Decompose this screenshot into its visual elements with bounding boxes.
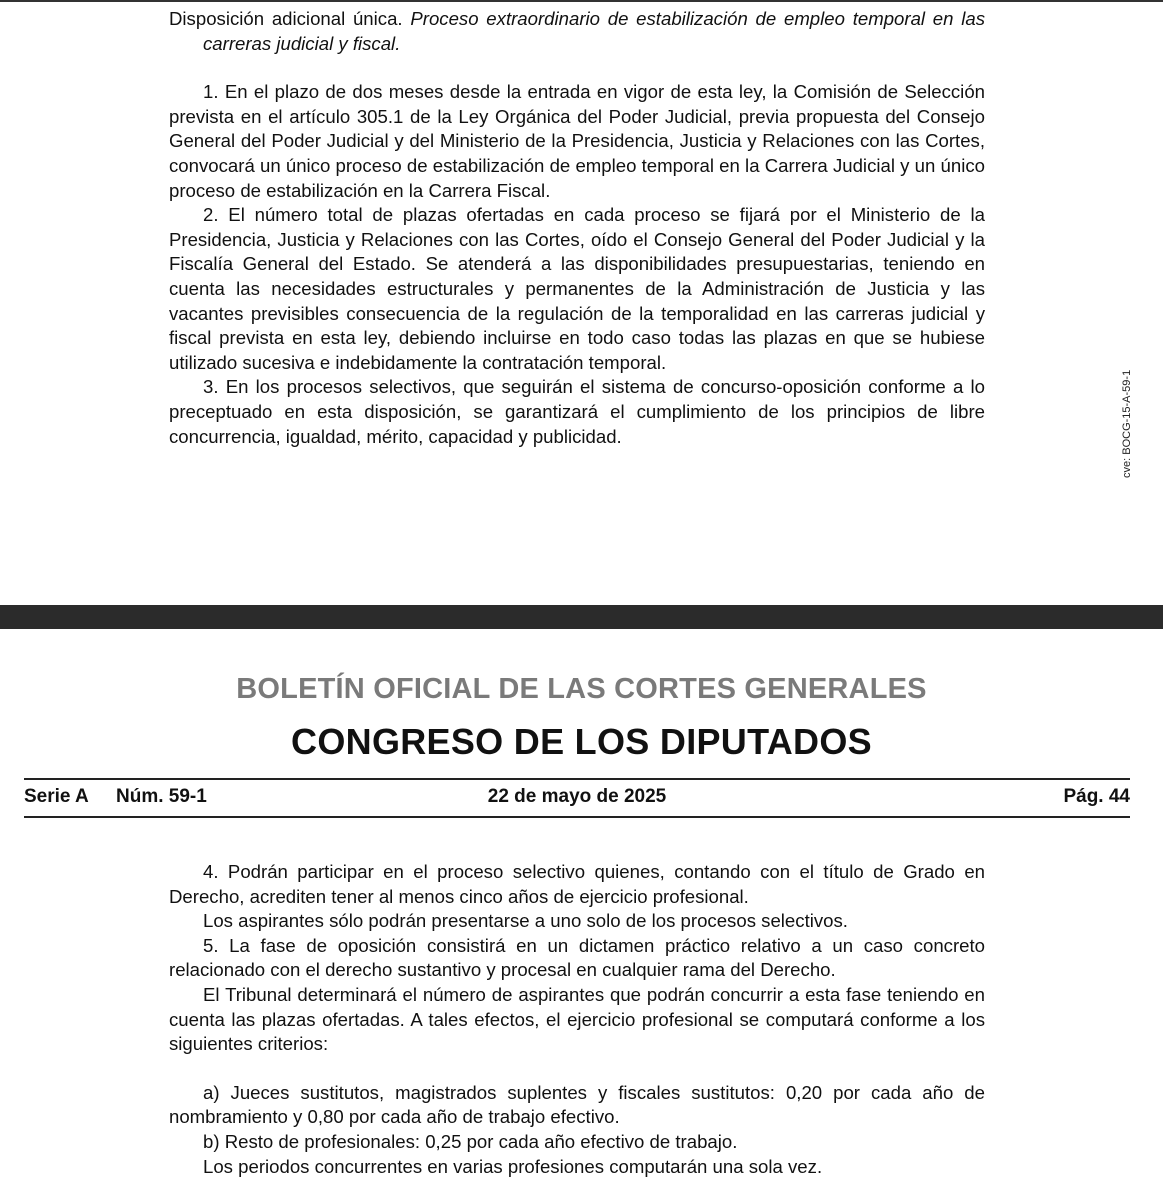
issue-number: Núm. 59-1 [116, 786, 207, 807]
current-page [0, 629, 1163, 1200]
concurrent-periods-note: Los periodos concurrentes en varias profesiones computarán una sola vez. [203, 1155, 823, 1177]
page-header-bar [24, 778, 1130, 818]
paragraph-4: 4. Podrán participar en el proceso selectivo quienes, contando con el título de Grado en Derecho, acrediten tener al menos cinco años de ejercicio profesional. [169, 861, 985, 907]
chamber-title: CONGRESO DE LOS DIPUTADOS [291, 721, 872, 762]
paragraph-1: 1. En el plazo de dos meses desde la entrada en vigor de esta ley, la Comisión de Selección prevista en el artículo 305.1 de la Ley Orgánica del Poder Judicial, previa propuesta del Consejo General del Poder Judicial y del Ministerio de la Presidencia, Justicia y Relaciones con las Cortes, convocará un único proceso de estabilización de empleo temporal en la Carrera Judicial y un único proceso de estabilización en la Carrera Fiscal. [169, 81, 985, 201]
heading-prefix: Disposición adicional única. [169, 8, 403, 29]
criterion-a: a) Jueces sustitutos, magistrados suplentes y fiscales sustitutos: 0,20 por cada año de nombramiento y 0,80 por cada año de trabajo efectivo. [169, 1081, 985, 1128]
publication-date: 22 de mayo de 2025 [487, 786, 667, 807]
criterion-b: b) Resto de profesionales: 0,25 por cada año efectivo de trabajo. [203, 1130, 738, 1152]
previous-page-text [169, 7, 985, 449]
paragraph-5: 5. La fase de oposición consistirá en un dictamen práctico relativo a un caso concreto relacionado con el derecho sustantivo y procesal en cualquier rama del Derecho. [169, 934, 985, 981]
heading-title: Proceso extraordinario de estabilización de empleo temporal en las carreras judicial y fiscal. [203, 8, 985, 54]
paragraph-3: 3. En los procesos selectivos, que seguirán el sistema de concurso-oposición conforme a lo preceptuado en esta disposición, se garantizará el cumplimiento de los principios de libre concurrencia, igualdad, mérito, capacidad y publicidad. [169, 376, 985, 447]
series-label: Serie A [24, 786, 89, 807]
current-page-text [169, 860, 985, 1179]
page-number: Pág. 44 [1063, 786, 1130, 807]
paragraph-2: 2. El número total de plazas ofertadas en cada proceso se fijará por el Ministerio de la Presidencia, Justicia y Relaciones con las Cortes, oído el Consejo General del Poder Judicial y la Fiscalía General del Estado. Se atenderá a las disponibilidades presupuestarias, teniendo en cuenta las necesidades estructurales y permanentes de la Administración de Justicia y las vacantes previsibles consecuencia de la regulación de la temporalidad en las carreras judicial y fiscal prevista en esta ley, debiendo incluirse en todo caso todas las plazas en que se hubiese utilizado sucesiva e indebidamente la contratación temporal. [169, 204, 985, 373]
cve-code: cve: BOCG-15-A-59-1 [1121, 369, 1133, 478]
section-heading [169, 7, 985, 56]
journal-title: BOLETÍN OFICIAL DE LAS CORTES GENERALES [236, 673, 927, 705]
paragraph-5-tribunal: El Tribunal determinará el número de aspirantes que podrán concurrir a esta fase teniendo en cuenta las plazas ofertadas. A tales efectos, el ejercicio profesional se computará conforme a los siguientes criterios: [169, 983, 985, 1055]
paragraph-4-note: Los aspirantes sólo podrán presentarse a uno solo de los procesos selectivos. [203, 910, 848, 932]
page-separator [0, 605, 1163, 629]
